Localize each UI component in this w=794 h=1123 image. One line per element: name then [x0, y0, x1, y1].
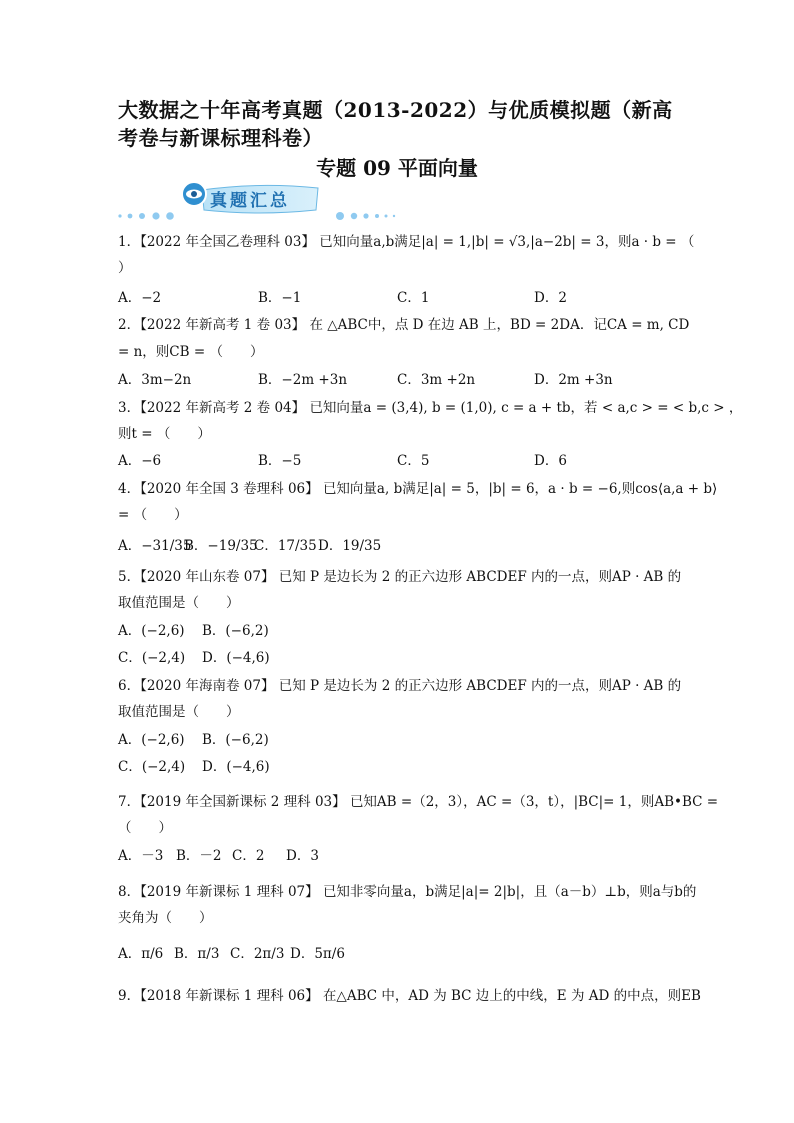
option-a: A．(−2,6) [118, 623, 185, 639]
question-6-line1: 6．【2020 年海南卷 07】 已知 P 是边长为 2 的正六边形 ABCDEF 内的一点，则AP · AB 的 [118, 678, 682, 694]
question-7-text: 已知AB =（2，3），AC =（3，t），|BC|= 1，则AB•BC = [349, 794, 719, 810]
question-2-options [118, 370, 678, 390]
question-1-text: 已知向量a,b满足|a| = 1,|b| = √3,|a−2b| = 3，则a · b = （ [319, 234, 695, 250]
option-c: C．2π/3 [230, 946, 285, 962]
question-3-line1: 3．【2022 年新高考 2 卷 04】 已知向量a = (3,4), b = (1,0), c = a + tb，若 < a,c > = < b,c > ， [118, 400, 743, 416]
option-b: B．−19/35 [184, 538, 258, 554]
question-9-text: 在△ABC 中，AD 为 BC 边上的中线，E 为 AD 的中点，则EB [322, 988, 701, 1004]
option-c: C．(−2,4) [118, 650, 186, 666]
option-a: A．−6 [118, 453, 162, 469]
question-8-line1: 8．【2019 年新课标 1 理科 07】 已知非零向量a，b满足|a|= 2|b|，且（a－b）⊥b，则a与b的 [118, 884, 697, 900]
question-2-text: 在 △ABC中，点 D 在边 AB 上，BD = 2DA．记CA = m, CD [309, 317, 690, 333]
question-7-options [118, 846, 418, 866]
question-3-line2: 则t = （ ） [118, 426, 211, 442]
option-b: B．π/3 [174, 946, 220, 962]
banner-label: 真题汇总 [210, 191, 290, 211]
option-d: D．6 [534, 453, 567, 469]
question-4-text: 已知向量a, b满足|a| = 5，|b| = 6，a · b = −6,则cos⟨a,a + b⟩ [322, 481, 718, 497]
option-c: C．(−2,4) [118, 759, 186, 775]
option-b: B．－2 [176, 848, 222, 864]
question-2-line1: 2．【2022 年新高考 1 卷 03】 在 △ABC中，点 D 在边 AB 上，BD = 2DA．记CA = m, CD [118, 317, 690, 333]
question-5-options-row1 [118, 621, 418, 641]
question-7-line2: （ ） [118, 820, 172, 836]
option-c: C．17/35 [254, 538, 317, 554]
question-5-options-row2 [118, 648, 418, 668]
question-8-options [118, 944, 418, 964]
option-a: A．(−2,6) [118, 732, 185, 748]
question-5-line2: 取值范围是（ ） [118, 595, 240, 611]
option-d: D．(−4,6) [202, 759, 270, 775]
question-4-options [118, 536, 418, 556]
question-8-line2: 夹角为（ ） [118, 910, 213, 926]
question-8-text: 已知非零向量a，b满足|a|= 2|b|，且（a－b）⊥b，则a与b的 [322, 884, 697, 900]
option-b: B．−5 [258, 453, 302, 469]
question-4-line2: = （ ） [118, 507, 188, 523]
question-1-line2: ） [118, 260, 132, 276]
question-7-line1: 7．【2019 年全国新课标 2 理科 03】 已知AB =（2，3），AC =（3，t），|BC|= 1，则AB•BC = [118, 794, 719, 810]
page-title: 大数据之十年高考真题（2013-2022）与优质模拟题（新高考卷与新课标理科卷） [118, 98, 673, 150]
question-6-options-row1 [118, 730, 418, 750]
option-a: A．π/6 [118, 946, 164, 962]
question-6-text: 已知 P 是边长为 2 的正六边形 ABCDEF 内的一点，则AP · AB 的 [278, 678, 682, 694]
question-1-line1: 1．【2022 年全国乙卷理科 03】 已知向量a,b满足|a| = 1,|b| = √3,|a−2b| = 3，则a · b = （ [118, 234, 695, 250]
option-a: A．−31/35 [118, 538, 192, 554]
question-1-options [118, 288, 678, 308]
topic-subtitle: 专题 09 平面向量 [316, 156, 478, 180]
option-d: D．19/35 [318, 538, 382, 554]
question-9-line1: 9．【2018 年新课标 1 理科 06】 在△ABC 中，AD 为 BC 边上的中线，E 为 AD 的中点，则EB [118, 988, 701, 1004]
option-c: C．5 [397, 453, 430, 469]
option-d: D．5π/6 [290, 946, 345, 962]
option-c: C．3m +2n [397, 372, 476, 388]
question-6-options-row2 [118, 757, 418, 777]
option-b: B．(−6,2) [202, 623, 269, 639]
option-d: D．2m +3n [534, 372, 613, 388]
option-a: A．－3 [118, 848, 164, 864]
question-5-text: 已知 P 是边长为 2 的正六边形 ABCDEF 内的一点，则AP · AB 的 [278, 569, 682, 585]
question-3-text: 已知向量a = (3,4), b = (1,0), c = a + tb，若 < a,c > = < b,c > ， [309, 400, 743, 416]
option-d: D．3 [286, 848, 319, 864]
eye-icon [182, 182, 206, 206]
option-b: B．(−6,2) [202, 732, 269, 748]
question-6-line2: 取值范围是（ ） [118, 704, 240, 720]
option-d: D．2 [534, 290, 567, 306]
option-a: A．−2 [118, 290, 162, 306]
question-3-options [118, 451, 678, 471]
option-a: A．3m−2n [118, 372, 192, 388]
question-5-line1: 5．【2020 年山东卷 07】 已知 P 是边长为 2 的正六边形 ABCDEF 内的一点，则AP · AB 的 [118, 569, 682, 585]
question-4-line1: 4．【2020 年全国 3 卷理科 06】 已知向量a, b满足|a| = 5，|b| = 6，a · b = −6,则cos⟨a,a + b⟩ [118, 481, 718, 497]
option-b: B．−1 [258, 290, 302, 306]
option-c: C．1 [397, 290, 430, 306]
question-2-line2: = n，则CB = （ ） [118, 344, 264, 360]
section-banner [118, 180, 398, 224]
option-b: B．−2m +3n [258, 372, 348, 388]
option-d: D．(−4,6) [202, 650, 270, 666]
option-c: C．2 [232, 848, 265, 864]
